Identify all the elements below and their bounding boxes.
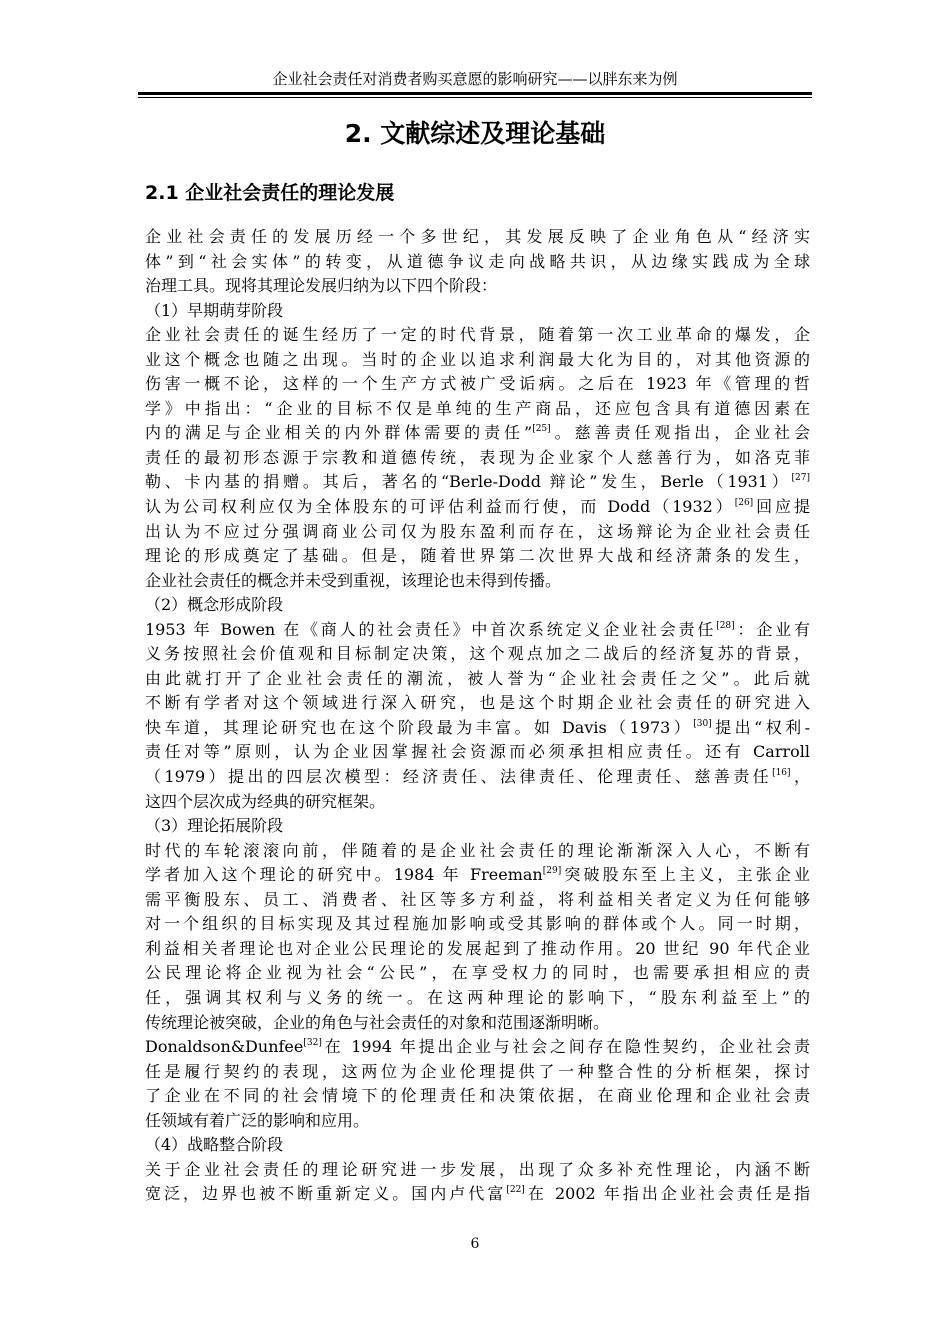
text-line	[145, 250, 810, 275]
citation-ref: [30]	[693, 718, 712, 729]
line-text: 业这个概念也随之出现。当时的企业以追求利润最大化为目的，对其他资源的	[145, 349, 810, 369]
chapter-title: 2. 文献综述及理论基础	[344, 119, 606, 148]
line-text: （1979）提出的四层次模型：经济责任、法律责任、伦理责任、慈善责任	[145, 767, 773, 787]
header-rule-thin	[138, 97, 812, 98]
line-text: 了企业在不同的社会情境下的伦理责任和决策依据，在商业伦理和企业社会责	[145, 1086, 810, 1106]
line-text: 企业社会责任的发展历经一个多世纪，其发展反映了企业角色从“经济实	[145, 227, 810, 246]
text-line	[145, 839, 810, 864]
text-line	[145, 495, 810, 520]
text-line	[145, 1035, 810, 1060]
line-text: 企业社会责任的诞生经历了一定的时代背景，随着第一次工业革命的爆发，企	[145, 325, 810, 345]
text-line	[145, 348, 810, 373]
text-line	[145, 1011, 810, 1036]
text-line	[145, 593, 810, 618]
text-line	[145, 225, 810, 250]
line-text: （2）概念形成阶段	[145, 595, 284, 615]
text-line	[145, 421, 810, 446]
line-text: 不断有学者对这个领域进行深入研究，也是这个时期企业社会责任的研究进入	[145, 693, 810, 713]
section-title: 2.1 企业社会责任的理论发展	[145, 182, 395, 204]
text-line	[145, 1084, 810, 1109]
citation-ref: [16]	[772, 768, 791, 779]
text-line	[145, 520, 810, 545]
line-text: 在 1994 年提出企业与社会之间存在隐性契约，企业社会责	[321, 1037, 810, 1057]
line-text: 关于企业社会责任的理论研究进一步发展，出现了众多补充性理论，内涵不断	[145, 1159, 810, 1179]
line-text: 理论的形成奠定了基础。但是，随着世界第二次世界大战和经济萧条的发生，	[145, 546, 810, 566]
line-text: 出认为不应过分强调商业公司仅为股东盈利而存在，这场辩论为企业社会责任	[145, 521, 810, 541]
line-text: 快车道，其理论研究也在这个阶段最为丰富。如 Davis（1973）	[145, 717, 694, 737]
line-text: 对一个组织的目标实现及其过程施加影响或受其影响的群体或个人。同一时期，	[145, 914, 810, 934]
text-line	[145, 1060, 810, 1085]
line-text: 学》中指出：“企业的目标不仅是单纯的生产商品，还应包含具有道德因素在	[145, 398, 810, 418]
line-text: 宽泛，边界也被不断重新定义。国内卢代富	[145, 1184, 507, 1204]
line-text: 公民理论将企业视为社会“公民”，在享受权力的同时，也需要承担相应的责	[145, 963, 810, 983]
line-text: 突破股东至上主义，主张企业	[561, 865, 810, 885]
text-line	[145, 544, 810, 569]
text-line	[145, 937, 810, 962]
text-line	[145, 299, 810, 324]
line-text: 任领域有着广泛的影响和应用。	[145, 1110, 370, 1130]
line-text: Donaldson&Dunfee	[145, 1037, 304, 1057]
text-line	[145, 323, 810, 348]
line-text: 这四个层次成为经典的研究框架。	[145, 791, 386, 811]
text-line	[145, 397, 810, 422]
citation-ref: [22]	[506, 1185, 525, 1196]
running-header: 企业社会责任对消费者购买意愿的影响研究——以胖东来为例	[272, 70, 678, 88]
citation-ref: [27]	[791, 473, 810, 484]
text-line	[145, 912, 810, 937]
text-line	[145, 470, 810, 495]
text-line	[145, 790, 810, 815]
line-text: 在 2002 年指出企业社会责任是指	[524, 1184, 810, 1204]
line-text: 内的满足与企业相关的内外群体需要的责任”	[145, 423, 533, 443]
line-text: 1953 年 Bowen 在《商人的社会责任》中首次系统定义企业社会责任	[145, 619, 717, 639]
line-text: （1）早期萌芽阶段	[145, 300, 284, 320]
line-text: 时代的车轮滚滚向前，伴随着的是企业社会责任的理论渐渐深入人心，不断有	[145, 840, 810, 860]
line-text: ：企业有	[734, 619, 810, 639]
line-text: 勒、卡内基的捐赠。其后，著名的“Berle-Dodd 辩论”发生，Berle（1931）	[145, 472, 792, 492]
citation-ref: [25]	[532, 424, 551, 435]
line-text: 责任对等”原则，认为企业因掌握社会资源而必须承担相应责任。还有 Carroll	[145, 742, 810, 762]
line-text: 伤害一概不论，这样的一个生产方式被广受诟病。之后在 1923 年《管理的哲	[145, 374, 810, 394]
line-text: 学者加入这个理论的研究中。1984 年 Freeman	[145, 865, 543, 885]
citation-ref: [28]	[716, 620, 735, 631]
line-text: 任，强调其权利与义务的统一。在这两种理论的影响下，“股东利益至上”的	[145, 987, 810, 1007]
text-line	[145, 765, 810, 790]
line-text: 认为公司权利应仅为全体股东的可评估利益而行使，而 Dodd（1932）	[145, 497, 735, 517]
text-line	[145, 740, 810, 765]
text-line	[145, 667, 810, 692]
text-line	[145, 888, 810, 913]
line-text: 由此就打开了企业社会责任的潮流，被人誉为“企业社会责任之父”。此后就	[145, 668, 810, 688]
text-line	[145, 372, 810, 397]
line-text: 义务按照社会价值观和目标制定决策，这个观点加之二战后的经济复苏的背景，	[145, 644, 810, 664]
citation-ref: [26]	[734, 498, 754, 509]
line-text: 体”到“社会实体”的转变，从道德争议走向战略共识，从边缘实践成为全球	[145, 251, 810, 271]
body-text	[145, 225, 810, 1207]
text-line	[145, 446, 810, 471]
text-line	[145, 986, 810, 1011]
header-rule-thick	[138, 92, 812, 95]
text-line	[145, 1109, 810, 1134]
line-text: （3）理论拓展阶段	[145, 816, 284, 836]
text-line	[145, 642, 810, 667]
citation-ref: [32]	[303, 1038, 322, 1049]
line-text: 利益相关者理论也对企业公民理论的发展起到了推动作用。20 世纪 90 年代企业	[145, 938, 810, 958]
line-text: 治理工具。现将其理论发展归纳为以下四个阶段：	[145, 276, 498, 296]
line-text: （4）战略整合阶段	[145, 1135, 284, 1155]
text-line	[145, 1133, 810, 1158]
line-text: ，	[790, 767, 810, 787]
text-line	[145, 961, 810, 986]
line-text: 责任的最初形态源于宗教和道德传统，表现为企业家个人慈善行为，如洛克菲	[145, 447, 810, 467]
line-text: 任是履行契约的表现，这两位为企业伦理提供了一种整合性的分析框架，探讨	[145, 1061, 810, 1081]
text-line	[145, 1182, 810, 1207]
line-text: 回应提	[753, 497, 810, 517]
text-line	[145, 691, 810, 716]
text-line	[145, 618, 810, 643]
line-text: 。慈善责任观指出，企业社会	[550, 423, 810, 443]
text-line	[145, 716, 810, 741]
line-text: 需平衡股东、员工、消费者、社区等多方利益，将利益相关者定义为任何能够	[145, 889, 810, 909]
text-line	[145, 274, 810, 299]
page-number: 6	[470, 1236, 480, 1252]
line-text: 提出“权利-	[711, 717, 811, 737]
text-line	[145, 863, 810, 888]
text-line	[145, 569, 810, 594]
citation-ref: [29]	[542, 866, 562, 877]
line-text: 传统理论被突破，企业的角色与社会责任的对象和范围逐渐明晰。	[145, 1012, 610, 1032]
text-line	[145, 1158, 810, 1183]
text-line	[145, 814, 810, 839]
line-text: 企业社会责任的概念并未受到重视，该理论也未得到传播。	[145, 570, 562, 590]
